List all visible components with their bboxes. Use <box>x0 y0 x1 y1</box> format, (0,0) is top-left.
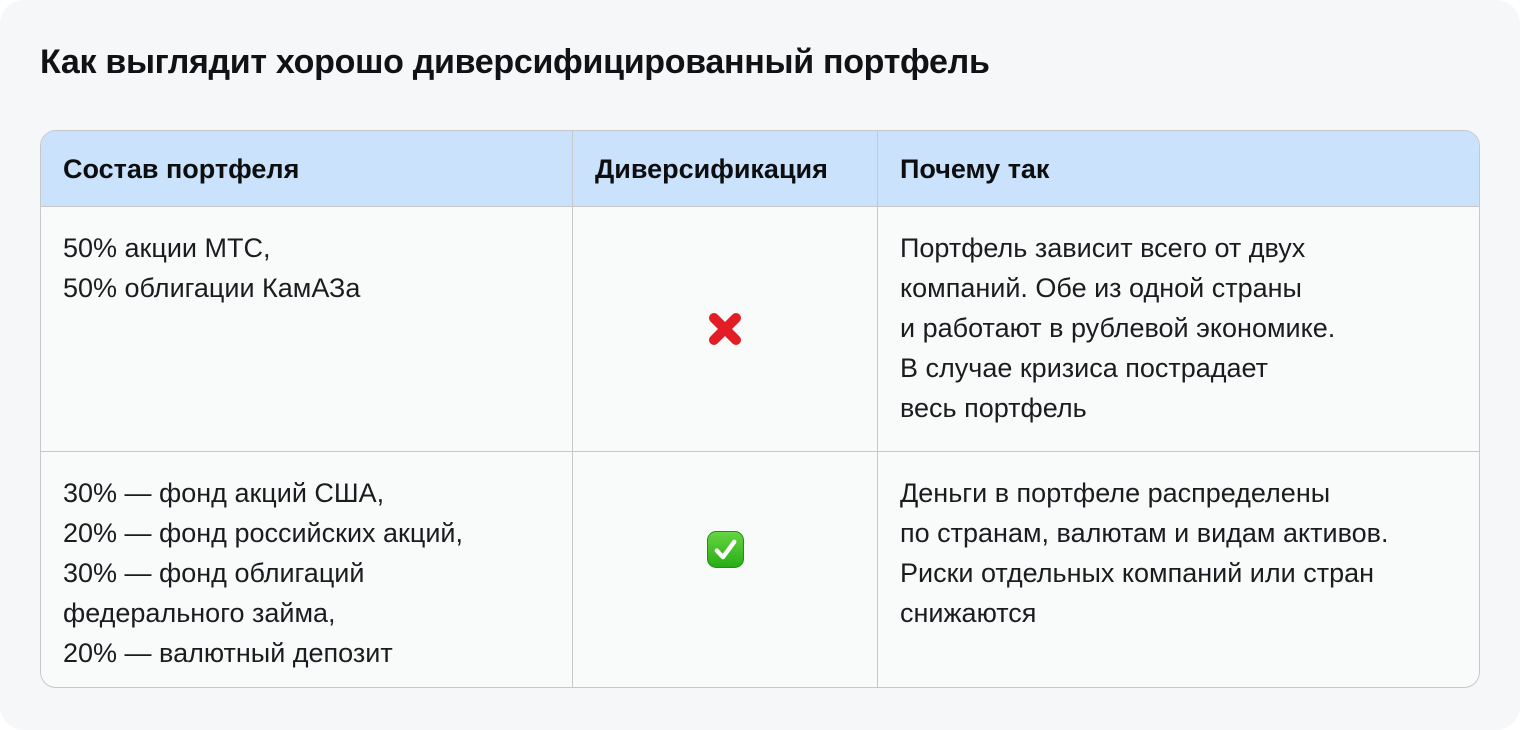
reason-line: Риски отдельных компаний или стран <box>900 558 1375 588</box>
column-header-reason: Почему так <box>877 131 1479 206</box>
reason-line: снижаются <box>900 598 1037 628</box>
composition-line: федерального займа, <box>63 598 336 628</box>
composition-line: 20% — валютный депозит <box>63 638 393 668</box>
row1-diversification-cell <box>572 206 877 451</box>
row2-diversification-cell <box>572 451 877 687</box>
reason-line: В случае кризиса пострадает <box>900 353 1269 383</box>
composition-line: 50% акции МТС, <box>63 233 271 263</box>
row2-reason-cell <box>877 451 1479 687</box>
page-title: Как выглядит хорошо диверсифицированный портфель <box>40 43 990 81</box>
composition-line: 20% — фонд российских акций, <box>63 518 463 548</box>
row1-reason-cell <box>877 206 1479 451</box>
reason-line: Деньги в портфеле распределены <box>900 478 1331 508</box>
reason-line: Портфель зависит всего от двух <box>900 233 1306 263</box>
check-mark-icon <box>707 531 744 568</box>
column-header-diversification: Диверсификация <box>572 131 877 206</box>
reason-line: весь портфель <box>900 393 1087 423</box>
composition-line: 50% облигации КамАЗа <box>63 273 361 303</box>
reason-line: компаний. Обе из одной страны <box>900 273 1302 303</box>
row1-composition-cell <box>41 206 572 451</box>
row2-composition-cell <box>41 451 572 687</box>
composition-line: 30% — фонд акций США, <box>63 478 385 508</box>
reason-line: по странам, валютам и видам активов. <box>900 518 1389 548</box>
composition-line: 30% — фонд облигаций <box>63 558 365 588</box>
portfolio-table <box>40 130 1480 688</box>
cross-mark-icon <box>704 308 746 350</box>
reason-line: и работают в рублевой экономике. <box>900 313 1336 343</box>
column-header-composition: Состав портфеля <box>41 131 572 206</box>
